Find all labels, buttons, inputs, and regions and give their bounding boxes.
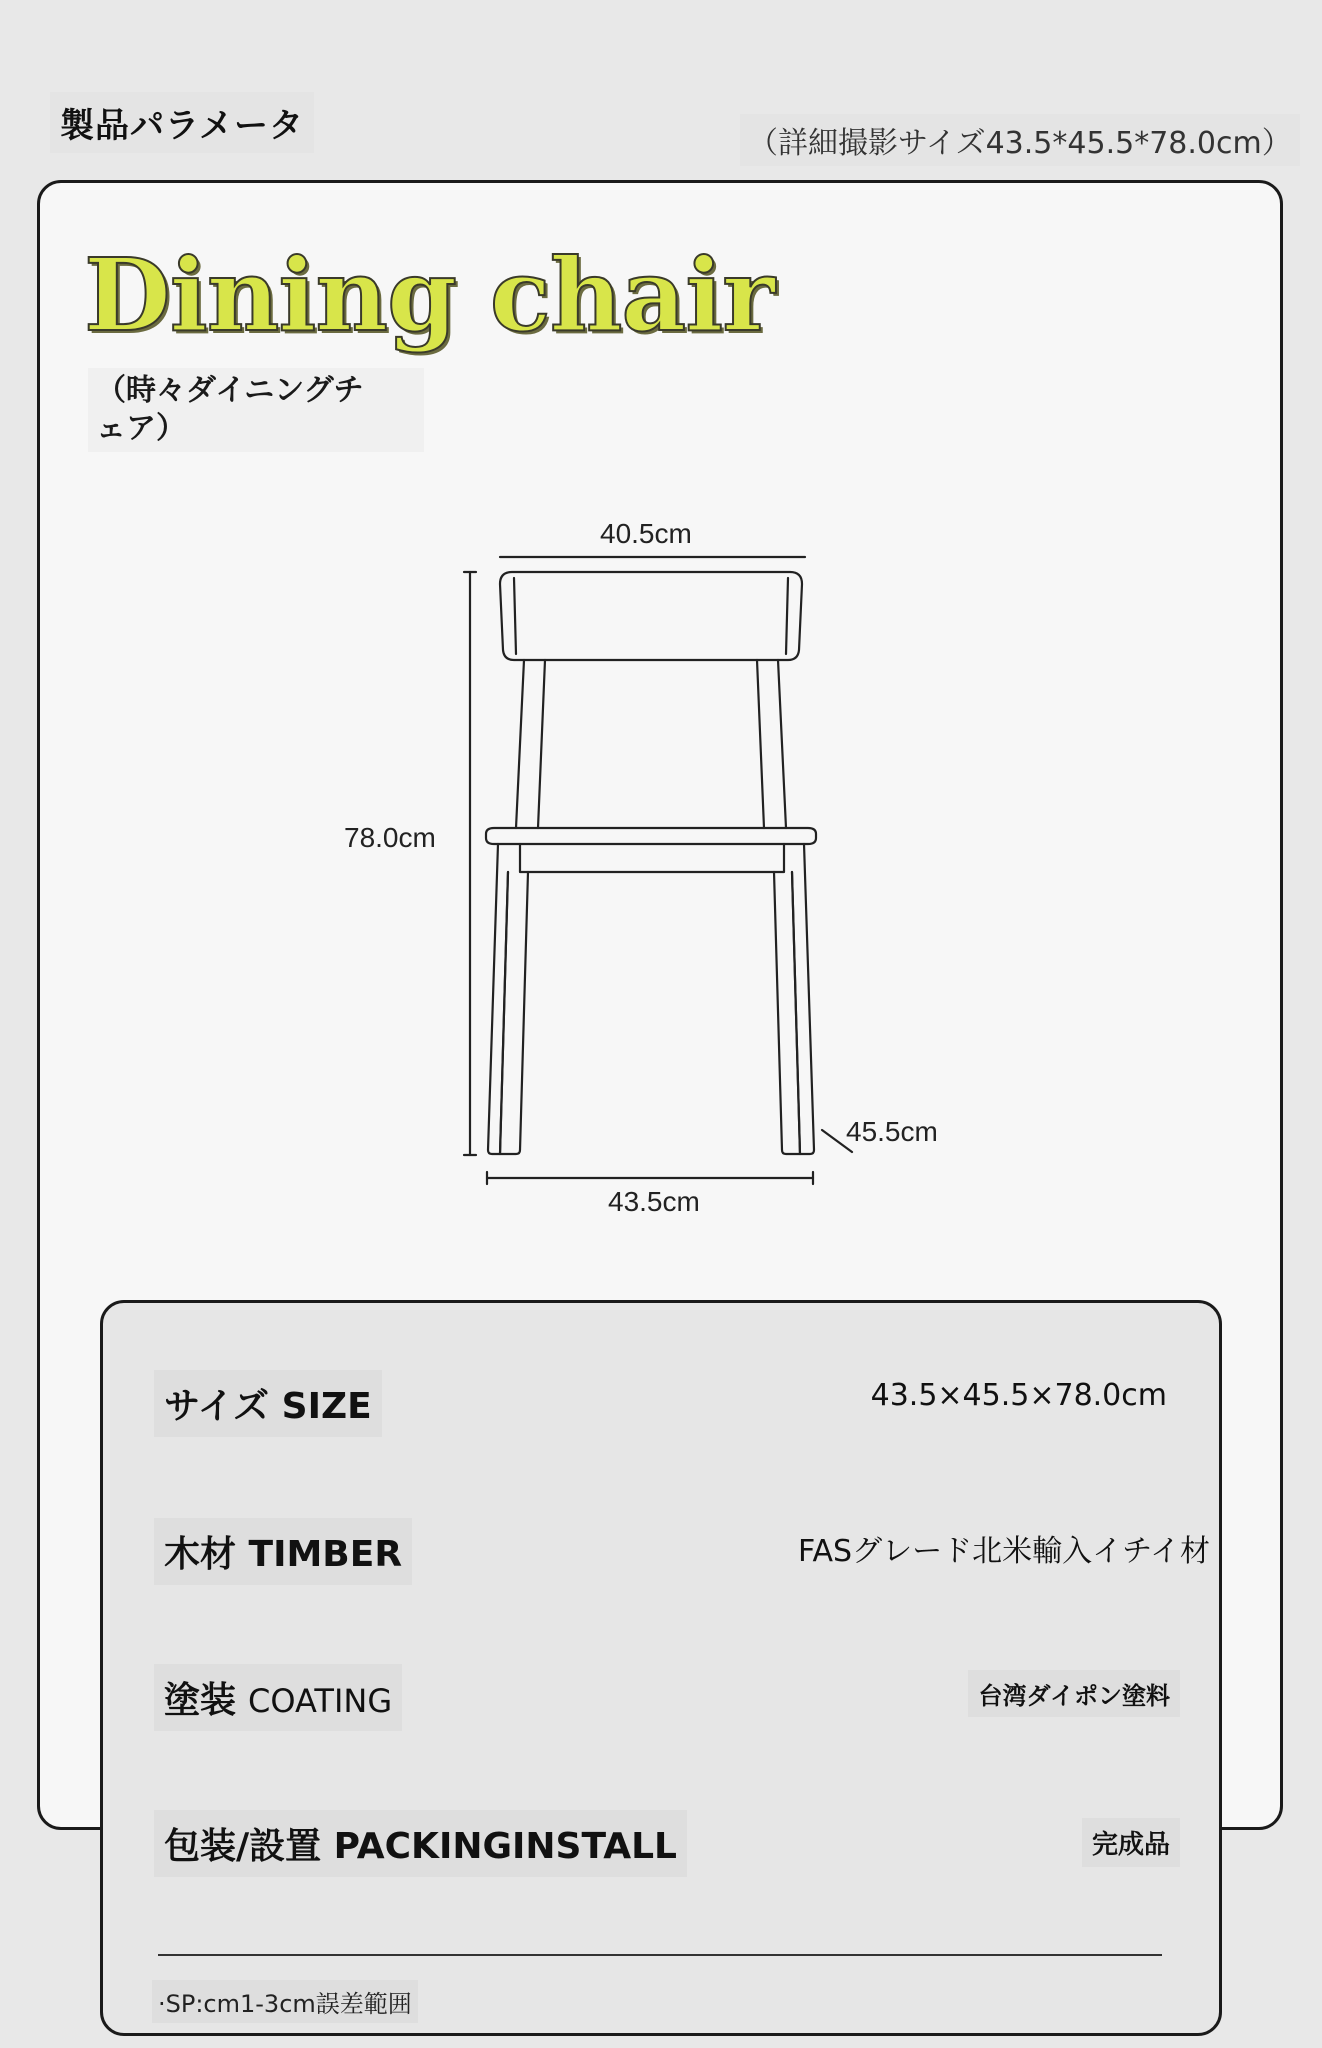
product-subtitle-line-1: （時々ダイニングチ bbox=[96, 373, 364, 408]
spec-value-packing: 完成品 bbox=[1082, 1818, 1180, 1867]
width-bottom-label: 43.5cm bbox=[608, 1186, 700, 1217]
spec-value-coating: 台湾ダイポン塗料 bbox=[968, 1670, 1180, 1717]
spec-label-size: サイズ SIZE bbox=[154, 1370, 382, 1437]
section-title: 製品パラメータ bbox=[50, 92, 314, 153]
spec-label-timber: 木材 TIMBER bbox=[154, 1518, 412, 1585]
shooting-size-note: （詳細撮影サイズ43.5*45.5*78.0cm） bbox=[740, 114, 1300, 166]
product-subtitle-line-2: ェア） bbox=[96, 411, 186, 446]
spec-label-coating bbox=[154, 1664, 402, 1731]
chair-back-posts bbox=[516, 660, 786, 828]
chair-legs bbox=[488, 844, 814, 1154]
spec-value-timber: FASグレード北米輸入イチイ材 bbox=[798, 1534, 1210, 1569]
chair-backrest bbox=[500, 572, 802, 660]
chair-seat bbox=[486, 828, 816, 872]
divider bbox=[158, 1954, 1162, 1956]
spec-label-packing: 包装/設置 PACKINGINSTALL bbox=[154, 1810, 687, 1877]
product-title: Dining chair bbox=[84, 236, 774, 354]
spec-label-coating-en: COATING bbox=[248, 1682, 393, 1720]
spec-label-coating-jp: 塗装 bbox=[164, 1680, 237, 1721]
tolerance-footnote: ·SP:cm1-3cm誤差範囲 bbox=[152, 1980, 418, 2023]
width-top-label: 40.5cm bbox=[600, 518, 692, 549]
depth-label: 45.5cm bbox=[846, 1116, 938, 1147]
spec-value-size: 43.5×45.5×78.0cm bbox=[870, 1378, 1167, 1413]
height-label: 78.0cm bbox=[344, 822, 436, 853]
